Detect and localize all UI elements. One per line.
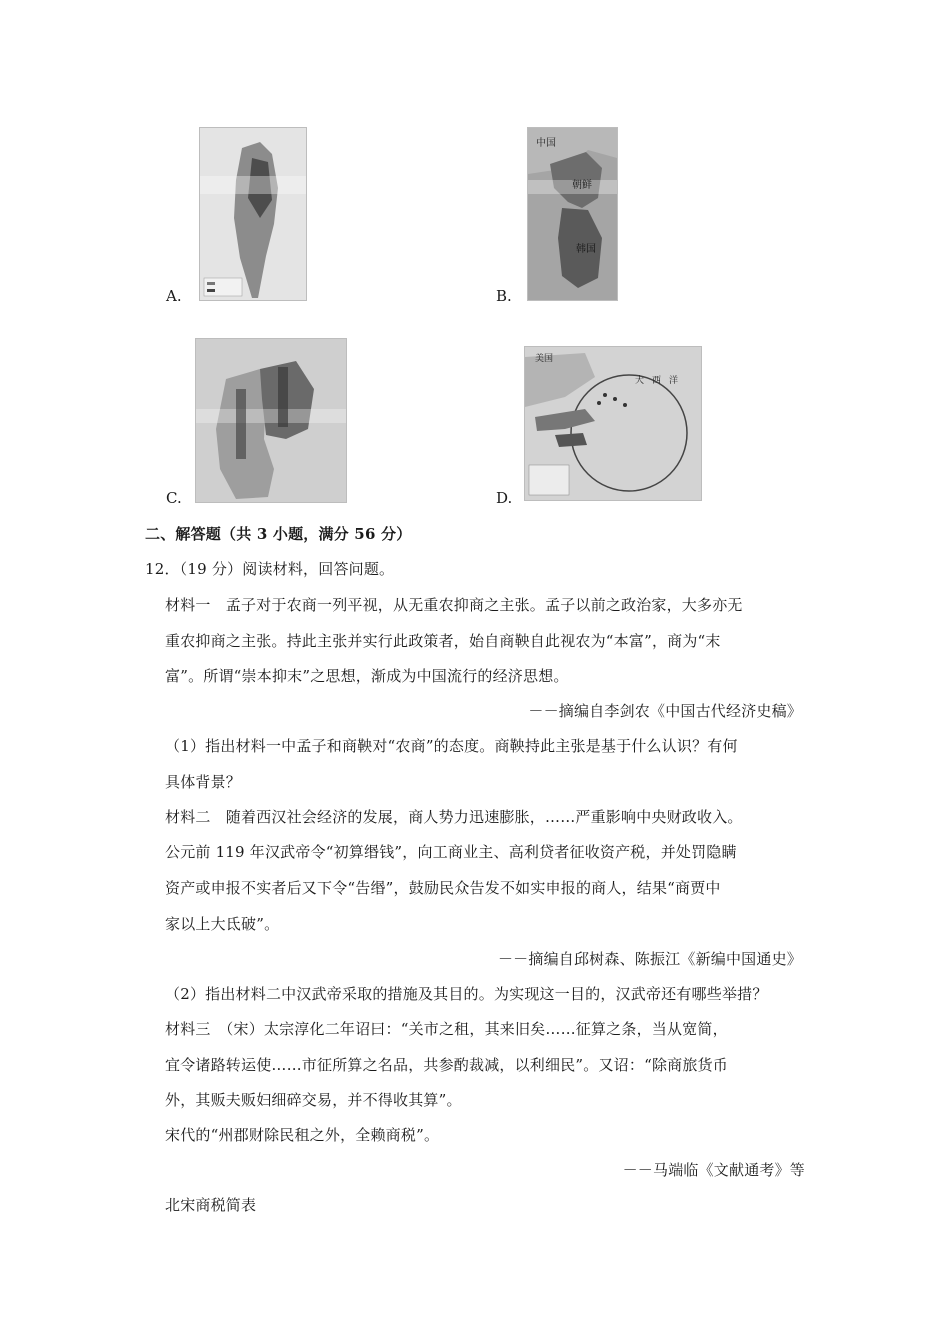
option-d-map — [524, 346, 702, 501]
material-1-line: 富”。所谓“崇本抑末”之思想，渐成为中国流行的经济思想。 — [165, 667, 569, 685]
option-b-letter[interactable]: B. — [496, 287, 512, 305]
label-usa: 美国 — [535, 354, 554, 364]
option-a-letter[interactable]: A. — [166, 287, 182, 305]
material-2-source: －－摘编自邱树森、陈振江《新编中国通史》 — [497, 950, 802, 968]
sub-question-1-line: 具体背景？ — [165, 773, 242, 791]
material-3-line: 宜令诸路转运使……市征所算之名品，共参酌裁减，以利细民”。又诏：“除商旅货币 — [165, 1056, 728, 1074]
material-3-line: 材料三 （宋）太宗淳化二年诏曰：“关市之租，其来旧矣……征算之条，当从宽简， — [165, 1020, 728, 1038]
option-b-map — [527, 127, 618, 301]
label-china: 中国 — [536, 138, 556, 149]
sub-question-1-line: （1）指出材料一中孟子和商鞅对“农商”的态度。商鞅持此主张是基于什么认识？有何 — [165, 737, 738, 755]
option-d-letter[interactable]: D. — [496, 489, 513, 507]
material-2-line: 公元前 119 年汉武帝令“初算缗钱”，向工商业主、高利贷者征收资产税，并处罚隐瞒 — [165, 843, 737, 861]
material-1-line: 重农抑商之主张。持此主张并实行此政策者，始自商鞅自此视农为“本富”，商为“末 — [165, 632, 721, 650]
material-1-line: 材料一 孟子对于农商一列平视，从无重农抑商之主张。孟子以前之政治家，大多亦无 — [165, 596, 743, 614]
question-stem: 12．（19 分）阅读材料，回答问题。 — [145, 560, 395, 578]
material-3-line: 宋代的“州郡财除民租之外，全赖商税”。 — [165, 1126, 440, 1144]
material-3-source: －－马端临《文献通考》等 — [622, 1161, 805, 1179]
israel-map-image — [200, 128, 306, 300]
material-2-line: 家以上大氐破”。 — [165, 915, 280, 933]
option-a-map — [199, 127, 307, 301]
section-heading: 二、解答题（共 3 小题，满分 56 分） — [145, 525, 412, 543]
table-title: 北宋商税简表 — [165, 1196, 257, 1214]
option-c-letter[interactable]: C. — [166, 489, 182, 507]
cuba-crisis-map-image — [525, 347, 701, 500]
material-1-source: －－摘编自李剑农《中国古代经济史稿》 — [528, 702, 802, 720]
sub-question-2: （2）指出材料二中汉武帝采取的措施及其目的。为实现这一目的，汉武帝还有哪些举措？ — [165, 985, 768, 1003]
label-south-korea: 韩国 — [576, 244, 596, 255]
label-north-korea: 朝鲜 — [572, 180, 592, 191]
material-3-line: 外，其贩夫贩妇细碎交易，并不得收其算”。 — [165, 1091, 462, 1109]
germany-map-image — [196, 339, 346, 502]
korea-map-image — [528, 128, 617, 300]
material-2-line: 资产或申报不实者后又下令“告缗”，鼓励民众告发不如实申报的商人，结果“商贾中 — [165, 879, 721, 897]
label-atlantic: 大西洋 — [635, 376, 687, 386]
option-c-map — [195, 338, 347, 503]
material-2-line: 材料二 随着西汉社会经济的发展，商人势力迅速膨胀，……严重影响中央财政收入。 — [165, 808, 743, 826]
